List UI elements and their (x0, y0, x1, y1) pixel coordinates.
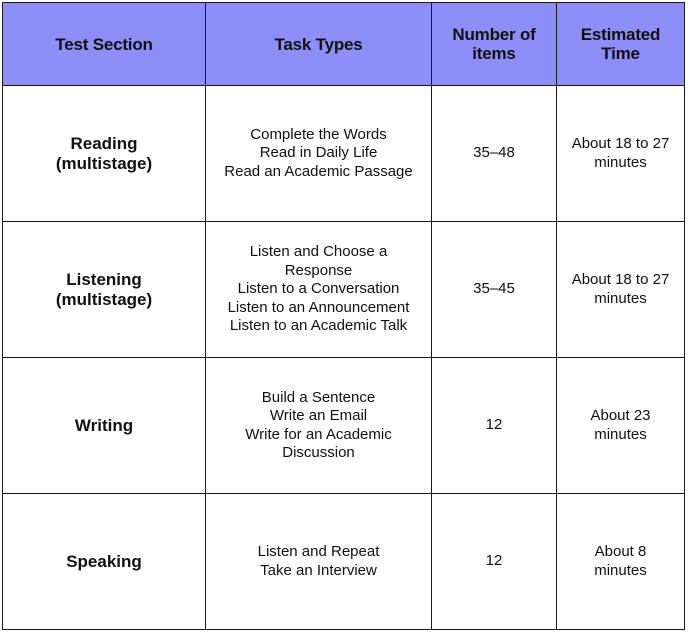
task-item: Listen to an Academic Talk (229, 317, 408, 335)
task-item: Listen and Choose a Response (249, 243, 388, 279)
section-name: Speaking (3, 494, 206, 630)
estimated-time: About 18 to 27 minutes (557, 86, 685, 222)
estimated-time: About 8 minutes (557, 494, 685, 630)
test-sections-table-wrapper (2, 2, 684, 630)
estimated-time: About 18 to 27 minutes (557, 222, 685, 358)
task-item: Complete the Words (250, 125, 387, 143)
task-types-cell (206, 222, 432, 358)
task-item: Read an Academic Passage (224, 162, 413, 180)
task-item: Write for an Academic Discussion (245, 425, 392, 461)
number-of-items: 35–45 (432, 222, 557, 358)
header-estimated-time: Estimated Time (557, 3, 685, 86)
header-number-of-items: Number of items (432, 3, 557, 86)
header-test-section: Test Section (3, 3, 206, 86)
task-item: Read in Daily Life (259, 144, 378, 162)
section-name: Reading (multistage) (3, 86, 206, 222)
table-row-speaking (3, 494, 685, 630)
test-sections-table (2, 2, 685, 630)
table-row-reading (3, 86, 685, 222)
section-name: Listening (multistage) (3, 222, 206, 358)
task-item: Listen and Repeat (257, 543, 380, 560)
task-item: Listen to a Conversation (237, 280, 400, 298)
header-task-types: Task Types (206, 3, 432, 86)
table-row-writing (3, 358, 685, 494)
task-item: Write an Email (269, 407, 368, 424)
number-of-items: 12 (432, 358, 557, 494)
header-row (3, 3, 685, 86)
task-types-cell (206, 494, 432, 630)
task-types-cell (206, 358, 432, 494)
task-types-cell (206, 86, 432, 222)
task-item: Build a Sentence (261, 388, 376, 406)
estimated-time: About 23 minutes (557, 358, 685, 494)
number-of-items: 12 (432, 494, 557, 630)
number-of-items: 35–48 (432, 86, 557, 222)
task-item: Listen to an Announcement (227, 298, 410, 316)
table-row-listening (3, 222, 685, 358)
task-item: Take an Interview (260, 561, 377, 579)
section-name: Writing (3, 358, 206, 494)
